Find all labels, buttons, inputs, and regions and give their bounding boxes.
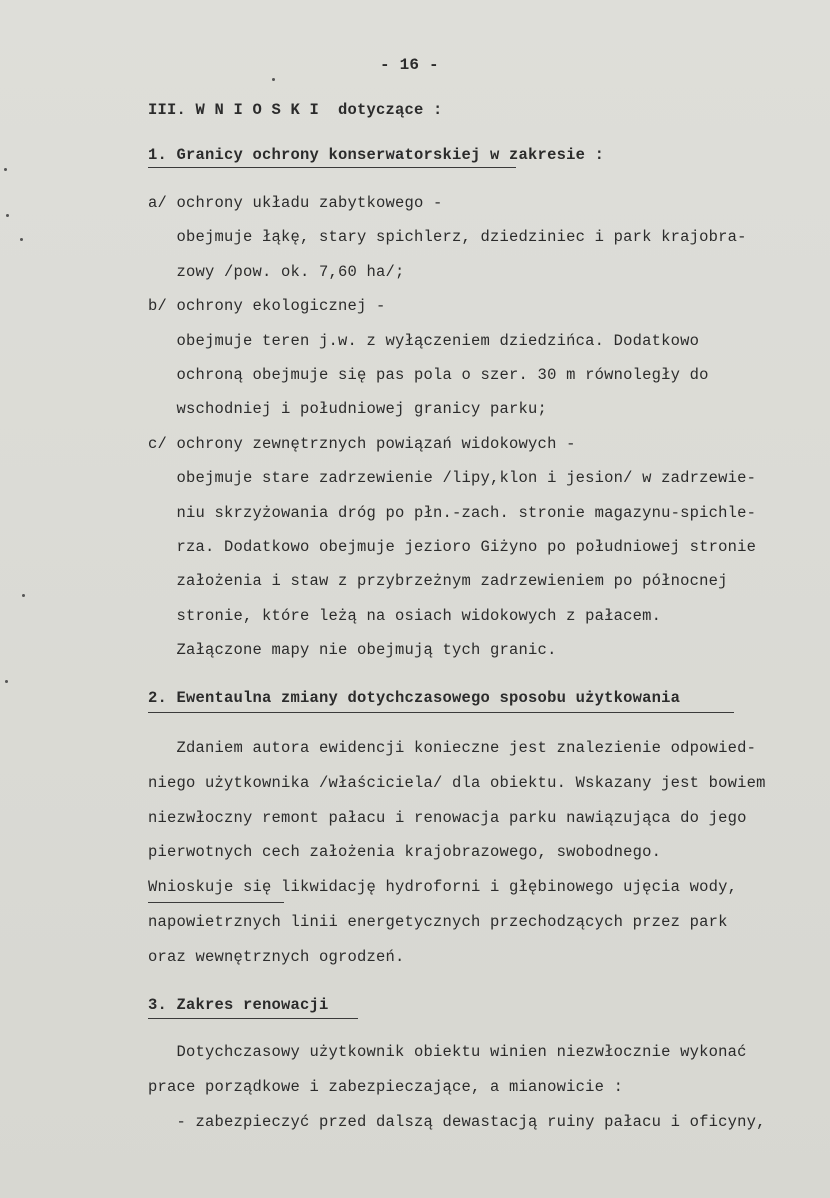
wnioskuje-underline [148,902,284,903]
text-line: - zabezpieczyć przed dalszą dewastacją ruiny pałacu i oficyny, [148,1113,766,1131]
text-line: obejmuje teren j.w. z wyłączeniem dziedzińca. Dodatkowo [148,331,700,350]
text-line: niu skrzyżowania dróg po płn.-zach. stronie magazynu-spichle- [148,503,757,522]
text-line: b/ ochrony ekologicznej - [148,297,386,316]
text-line: Wnioskuje się likwidację hydroforni i głębinowego ujęcia wody, [148,878,738,897]
text-line: napowietrznych linii energetycznych przechodzących przez park [148,913,728,931]
section1-title: 1. Granicy ochrony konserwatorskiej w zakresie : [148,146,605,164]
text-line: ochroną obejmuje się pas pola o szer. 30 m równoległy do [148,366,709,384]
text-line: obejmuje łąkę, stary spichlerz, dziedziniec i park krajobra- [148,228,747,247]
text-line: Dotychczasowy użytkownik obiektu winien niezwłocznie wykonać [148,1043,747,1061]
section2-title: 2. Ewentaulna zmiany dotychczasowego sposobu użytkowania [148,689,681,707]
page-number: - 16 - [380,56,439,74]
section3-title: 3. Zakres renowacji [148,996,329,1014]
scan-speck [5,680,8,683]
text-line: niezwłoczny remont pałacu i renowacja parku nawiązująca do jego [148,808,747,827]
text-line: rza. Dodatkowo obejmuje jezioro Giżyno po południowej stronie [148,538,757,556]
text-line: wschodniej i południowej granicy parku; [148,400,548,419]
section1-underline [148,167,516,168]
section3-underline [148,1018,358,1019]
scan-speck [20,238,23,241]
text-line: niego użytkownika /właściciela/ dla obiektu. Wskazany jest bowiem [148,773,766,792]
text-line: stronie, które leżą na osiach widokowych z pałacem. [148,606,662,625]
text-line: zowy /pow. ok. 7,60 ha/; [148,262,405,281]
text-line: założenia i staw z przybrzeżnym zadrzewieniem po północnej [148,572,728,591]
text-line: oraz wewnętrznych ogrodzeń. [148,947,405,966]
scan-speck [6,214,9,217]
section2-underline [148,712,734,713]
scan-speck [4,168,7,171]
scan-speck [272,78,275,81]
text-line: a/ ochrony układu zabytkowego - [148,194,443,212]
section-heading: III. W N I O S K I dotyczące : [148,101,443,119]
text-line: c/ ochrony zewnętrznych powiązań widokowych - [148,434,576,453]
text-line: Załączone mapy nie obejmują tych granic. [148,641,557,660]
text-line: pierwotnych cech założenia krajobrazowego, swobodnego. [148,843,662,862]
scan-speck [22,594,25,597]
text-line: prace porządkowe i zabezpieczające, a mianowicie : [148,1078,624,1096]
text-line: obejmuje stare zadrzewienie /lipy,klon i jesion/ w zadrzewie- [148,469,757,488]
text-line: Zdaniem autora ewidencji konieczne jest znalezienie odpowied- [148,739,757,757]
